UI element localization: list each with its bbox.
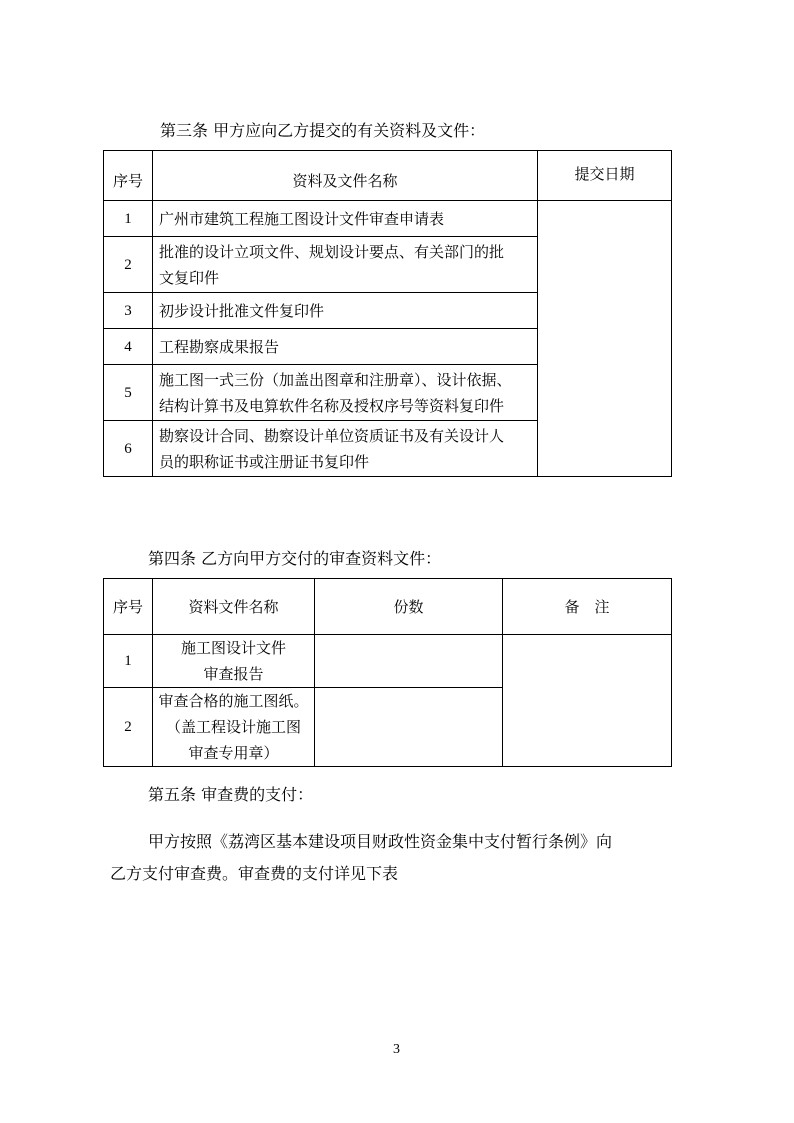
table-row [104,635,672,688]
header-no: 序号 [104,151,153,201]
row-document-name: 施工图一式三份（加盖出图章和注册章）、设计依据、 结构计算书及电算软件名称及授权序号等资料复印件 [153,365,538,421]
row-number: 1 [104,635,153,688]
payment-paragraph-line2: 乙方支付审查费。审查费的支付详见下表 [110,864,399,883]
row-document-name: 初步设计批准文件复印件 [153,293,538,329]
article4-heading: 第四条 乙方向甲方交付的审查资料文件： [148,549,442,568]
header-name: 资料文件名称 [153,579,315,635]
article3-heading: 第三条 甲方应向乙方提交的有关资料及文件： [160,121,486,140]
remark-cell [503,635,672,767]
row-number: 5 [104,365,153,421]
row-number: 6 [104,421,153,477]
copies-cell [315,635,503,688]
row-number: 2 [104,237,153,293]
header-date: 提交日期 [538,151,672,201]
row-number: 2 [104,688,153,767]
article5-heading: 第五条 审查费的支付： [148,785,314,804]
header-name: 资料及文件名称 [153,151,538,201]
row-number: 1 [104,201,153,237]
copies-cell [315,688,503,767]
table-row [104,201,672,237]
review-documents-table [103,578,672,767]
page-number: 3 [393,1042,400,1057]
header-remark: 备 注 [503,579,672,635]
date-cell [538,201,672,477]
row-number: 4 [104,329,153,365]
row-document-name: 审查合格的施工图纸。 （盖工程设计施工图 审查专用章） [153,688,315,767]
row-number: 3 [104,293,153,329]
row-document-name: 广州市建筑工程施工图设计文件审查申请表 [153,201,538,237]
submission-documents-table [103,150,672,477]
row-document-name: 勘察设计合同、勘察设计单位资质证书及有关设计人 员的职称证书或注册证书复印件 [153,421,538,477]
header-copies: 份数 [315,579,503,635]
row-document-name: 批准的设计立项文件、规划设计要点、有关部门的批 文复印件 [153,237,538,293]
row-document-name: 工程勘察成果报告 [153,329,538,365]
header-no: 序号 [104,579,153,635]
payment-paragraph-line1: 甲方按照《荔湾区基本建设项目财政性资金集中支付暂行条例》向 [148,832,613,851]
row-document-name: 施工图设计文件 审查报告 [153,635,315,688]
